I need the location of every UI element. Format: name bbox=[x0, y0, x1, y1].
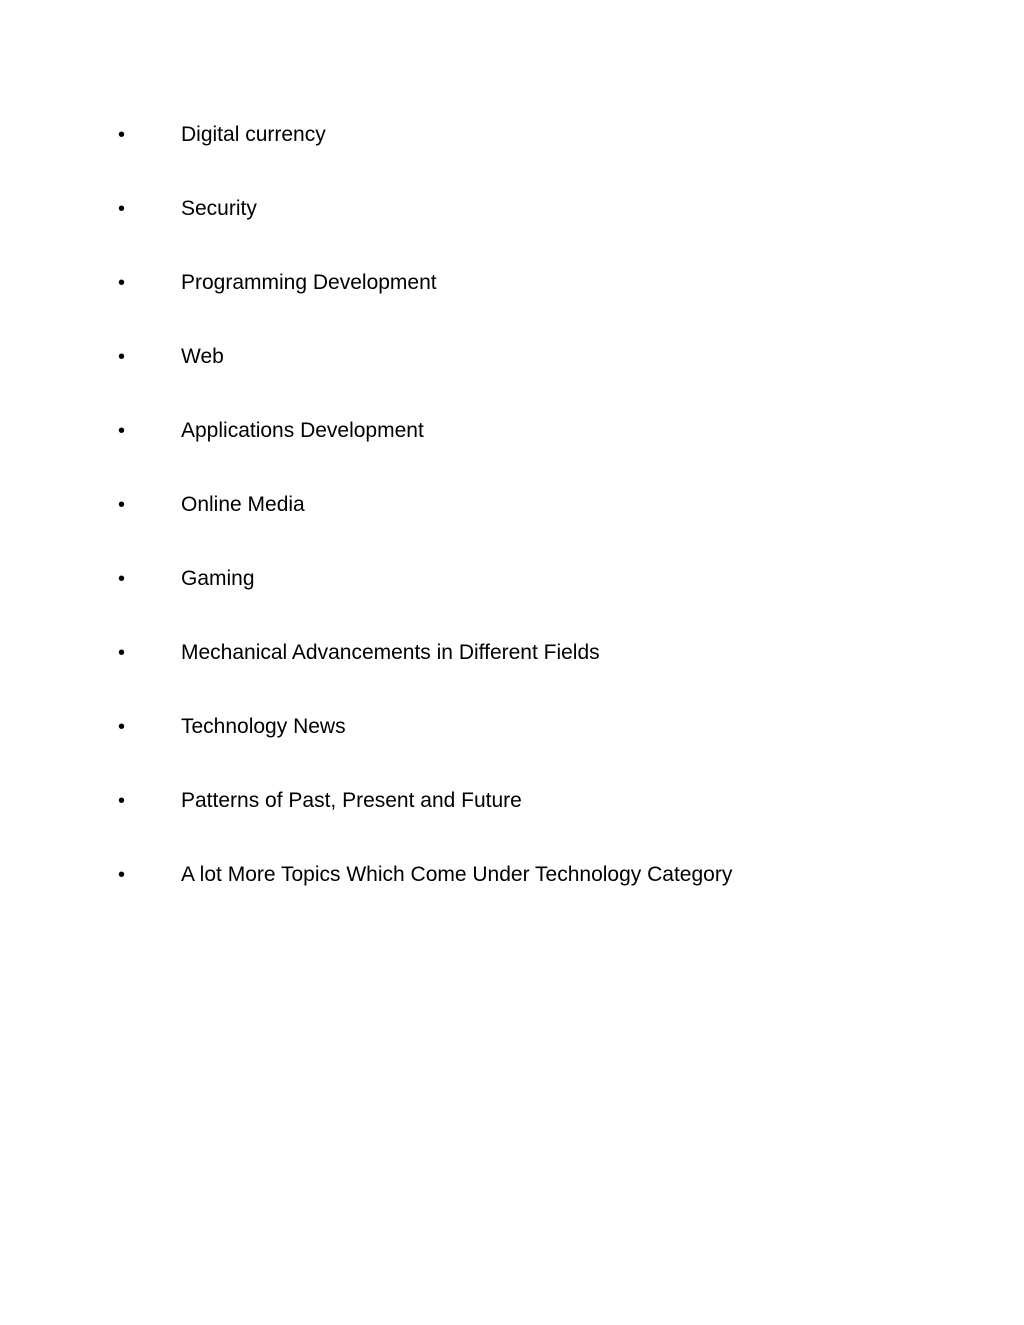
bullet-icon: • bbox=[118, 198, 126, 220]
list-item-text: Patterns of Past, Present and Future bbox=[181, 789, 522, 812]
bullet-icon: • bbox=[118, 272, 126, 294]
bullet-icon: • bbox=[118, 642, 126, 664]
bullet-icon: • bbox=[118, 124, 126, 146]
list-item-text: Mechanical Advancements in Different Fields bbox=[181, 641, 600, 664]
list-item bbox=[0, 488, 1024, 562]
topic-list bbox=[0, 118, 1024, 932]
bullet-icon: • bbox=[118, 864, 126, 886]
list-item-text: Gaming bbox=[181, 567, 255, 590]
list-item bbox=[0, 266, 1024, 340]
list-item-text: A lot More Topics Which Come Under Technology Category bbox=[181, 863, 733, 886]
list-item bbox=[0, 192, 1024, 266]
bullet-icon: • bbox=[118, 790, 126, 812]
bullet-icon: • bbox=[118, 716, 126, 738]
bullet-icon: • bbox=[118, 346, 126, 368]
bullet-icon: • bbox=[118, 420, 126, 442]
bullet-icon: • bbox=[118, 568, 126, 590]
list-item bbox=[0, 118, 1024, 192]
list-item-text: Security bbox=[181, 197, 257, 220]
list-item bbox=[0, 784, 1024, 858]
list-item bbox=[0, 414, 1024, 488]
list-item-text: Applications Development bbox=[181, 419, 424, 442]
list-item bbox=[0, 562, 1024, 636]
list-item-text: Online Media bbox=[181, 493, 305, 516]
list-item-text: Programming Development bbox=[181, 271, 437, 294]
list-item-text: Digital currency bbox=[181, 123, 326, 146]
list-item-text: Web bbox=[181, 345, 224, 368]
list-item bbox=[0, 636, 1024, 710]
list-item-text: Technology News bbox=[181, 715, 346, 738]
list-item bbox=[0, 710, 1024, 784]
list-item bbox=[0, 858, 1024, 932]
bullet-icon: • bbox=[118, 494, 126, 516]
list-item bbox=[0, 340, 1024, 414]
